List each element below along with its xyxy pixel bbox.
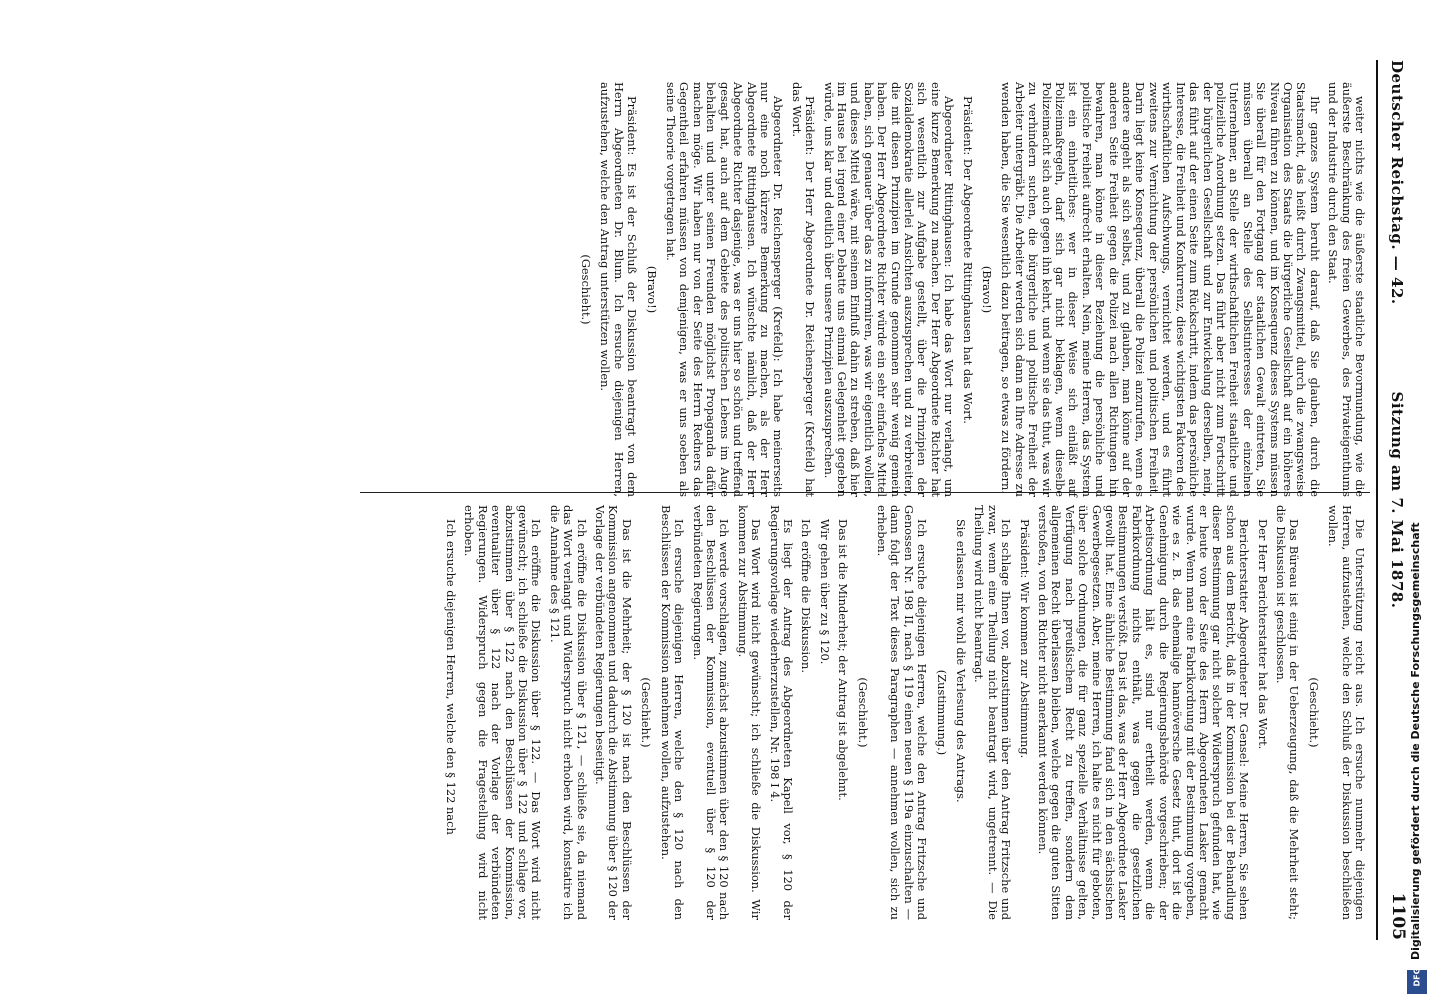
page-number: 1105 xyxy=(1388,892,1408,940)
dfg-logo-text: DFG xyxy=(1412,967,1422,987)
paragraph: (Zustimmung.) xyxy=(934,669,949,756)
left-column xyxy=(573,82,1366,497)
paragraph: Das ist die Minderheit; der Antrag ist abgelehnt. xyxy=(836,519,851,801)
paragraph: Das Wort wird nicht gewünscht; ich schließe die Diskussion. Wir kommen zur Abstimmung. xyxy=(735,505,764,920)
paragraph: (Geschieht.) xyxy=(855,677,870,748)
digitization-footer xyxy=(1402,0,1432,1000)
digitization-note: Digitalisierung gefördert durch die Deutsche Forschungsgemeinschaft xyxy=(1409,522,1422,960)
paragraph: (Bravo!) xyxy=(980,265,995,314)
paragraph: Ich ersuche diejenigen Herren, welche den § 122 nach xyxy=(444,519,459,835)
paragraph: (Geschieht.) xyxy=(1306,677,1321,748)
paragraph: Präsident: Es ist der Schluß der Diskussion beantragt von dem Herrn Abgeordneten Dr. Blum. Ich ersuche diejenigen Herren, aufzustehen, welche den Antrag unterstützen wollen. xyxy=(598,82,640,497)
paragraph: Der Herr Berichterstatter hat das Wort. xyxy=(1255,519,1270,750)
paragraph: weiter nichts wie die äußerste staatliche Bevormundung, wie die äußerste Beschränkung des freien Gewerbes, des Privateigenthums und der Industrie durch den Staat. xyxy=(1326,82,1367,497)
paragraph: (Geschieht.) xyxy=(639,677,654,748)
paragraph: Ich eröffne die Diskussion. xyxy=(799,519,814,673)
header-rule xyxy=(1376,60,1378,940)
paragraph: Ich eröffne die Diskussion über § 122. — Das Wort wird nicht gewünscht; ich schließe die Diskussion über § 122 und schlage vor, abzustimmen über § 122 nach den Beschlüssen der Kommission, eventualiter über § 122 nach der Vorlage der verbündeten Regierungen. Widerspruch gegen die Fragestellung wird nicht erhoben. xyxy=(462,505,544,920)
paragraph: Es liegt der Antrag des Abgeordneten Kapell vor, § 120 der Regierungsvorlage wiederherzustellen, Nr. 198 I 4. xyxy=(767,505,795,920)
paragraph: Präsident: Wir kommen zur Abstimmung. xyxy=(1017,519,1032,759)
paragraph: Abgeordneter Rittinghausen: Ich habe das Wort nur verlangt, um eine kurze Bemerkung zu machen. Der Herr Abgeordnete Richter hat sich wesentlich zur Aufgabe gestellt, über die Prinzipien der Sozialdemokratie allerlei Ansichten auszusprechen und zu verbreiten, die mit diesen Prinzipien im Grunde genommen sehr wenig gemein haben. Der Herr Abgeordnete Richter würde ein sehr einfaches Mittel haben, sich genauer über das zu informiren, was wir eigentlich wollen, und dieses Mittel wäre, mit seinem Einfluß dahin zu streben, daß hier im Hause bei irgend einer Debatte uns einmal Gelegenheit gegeben würde, uns klar und deutlich über unsere Prinzipien auszusprechen. xyxy=(821,82,957,497)
paragraph: Ich ersuche diejenigen Herren, welche den Antrag Fritzsche und Genossen Nr. 198 II, nach § 119 einen neuen § 119a einzuschalten — dann folgt der Text dieses Paragraphen — annehmen wollen, sich zu erheben. xyxy=(875,505,930,920)
paragraph: Wir gehen über zu § 120. xyxy=(817,519,832,665)
column-divider xyxy=(360,492,1370,493)
paragraph: Berichterstatter Abgeordneter Dr. Gensel: Meine Herren, Sie sehen schon aus dem Bericht, daß in der Kommission bei der Behandlung dieser Bestimmung gar nicht solcher Widerspruch gefunden hat, wie er heute von der Seite des Herrn Abgeordneten Lasker gemacht wurde. Wenn man eine Fabrikordnung mit der Bestimmung vorgeben, wie es z. B. das ehemalige hannöversche Gesetz thut, dort ist die Genehmigung durch die Regierungsbehörde vorgeschrieben; der Arbeitsordnung hält es, sind nur ertheilt werden, wenn die Fabrikordnung nichts enthält, was gegen die gesetzlichen Bestimmungen verstößt. Das ist das, was der Herr Abgeordnete Lasker gewollt hat. Eine ähnliche Bestimmung fand sich in den sächsischen Gewerbegesetzen. Aber, meine Herren, ich halte es nicht für geboten, über solche Ordnungen, die für ganz spezielle Verhältnisse gelten, Verfügung nach preußischem Recht zu treffen, sondern dem allgemeinen Recht überlassen bleiben, welche gegen die guten Sitten verstoßen, von den Richter nicht anerkannt werden können. xyxy=(1036,505,1252,920)
paragraph: Präsident: Der Herr Abgeordnete Dr. Reichensperger (Krefeld) hat das Wort. xyxy=(789,82,818,497)
paragraph: Abgeordneter Dr. Reichensperger (Krefeld): Ich habe meinerseits nur eine noch kürzere Bemerkung zu machen, als der Herr Abgeordnete Rittinghausen. Ich wünschte nämlich, daß der Herr Abgeordnete Richter dasjenige, was er uns hier so schön und treffend gesagt hat, auch auf dem Gebiete des politischen Lebens im Auge behalten und unter seinen Freunden möglichst Propaganda dafür machen möge. Wir haben nur von der Seite des Herrn Redners das Gegentheil erfahren müssen von demjenigen, was er uns soeben als seine Theorie vorgetragen hat. xyxy=(664,82,786,497)
paragraph: Ich schlage Ihnen vor, abzustimmen über den Antrag Fritzsche und zwar, wenn eine Theilung nicht beantragt wird, ungetrennt. — Die Theilung wird nicht beantragt. xyxy=(972,505,1014,920)
paragraph: Präsident: Der Abgeordnete Rittinghausen hat das Wort. xyxy=(960,96,975,424)
paragraph: Sie erlassen mir wohl die Verlesung des Antrags. xyxy=(954,519,969,803)
paragraph: (Bravo!) xyxy=(644,265,659,314)
header-session: Sitzung am 7. Mai 1878. xyxy=(1388,391,1406,609)
paragraph: Ich eröffne die Diskussion über § 121, — schließe sie, da niemand das Wort verlangt und Widerspruch nicht erhoben wird, konstatire ich die Annahme des § 121. xyxy=(547,505,589,920)
paragraph: Ich werde vorschlagen, zunächst abzustimmen über den § 120 nach den Beschlüssen der Kommission, eventuell über § 120 der verbündeten Regierungen. xyxy=(690,505,732,920)
paragraph: Ich ersuche diejenigen Herren, welche den § 120 nach den Beschlüssen der Kommission annehmen wollen, aufzustehen. xyxy=(658,505,687,920)
right-column xyxy=(439,505,1366,920)
paragraph: Ihr ganzes System beruht darauf, daß Sie glauben, durch die Staatsmacht, das heißt durch Zwangsmittel, durch die zwangsweise Organisation des Staats die bürgerliche Gesellschaft auf ein höheres Niveau führen zu können, und im Konsequenz dieses Systems müssen Sie überall für den Fortgang der staatlichen Gewalt eintreten, Sie müssen überall an Stelle des Selbstinteresses der einzelnen Unternehmer, an Stelle der wirthschaftlichen Freiheit staatliche und polizeiliche Anordnung setzen. Das führt aber nicht zum Fortschritt der bürgerlichen Gesellschaft und zur Entwickelung derselben, nein, das führt auf der einen Seite zum Rückschritt, indem das persönliche Interesse, die Freiheit und Konkurrenz, diese wichtigsten Faktoren des wirthschaftlichen Aufschwungs, vernichtet werden, und es führt zweitens zur Vernichtung der persönlichen und politischen Freiheit. Darin liegt keine Konsequenz, überall die Polizei anzurufen, wenn es andere angeht als sich selbst, und zu glauben, man könne auf der anderen Seite Freiheit gegen die Polizei nach allen Richtungen hin bewahren, man könne in dieser Beziehung die persönliche und politische Freiheit aufrecht erhalten. Nein, meine Herren, das System ist ein einheitliches: wer in dieser Weise sich einläßt auf Polizeimaßregeln, darf sich gar nicht beklagen, wenn dieselbe Polizeimacht sich auch gegen ihn kehrt, und wenn sie das thut, was wir zu verhindern suchen, die bürgerliche und politische Freiheit der Arbeiter untergräbt. Die Arbeiter werden sich dann an Ihre Adresse zu wenden haben, die Sie wesentlich dazu beitragen, so etwas zu fördern. xyxy=(999,82,1322,497)
paragraph: Die Unterstützung reicht aus. Ich ersuche nunmehr diejenigen Herren, aufzustehen, welche den Schluß der Diskussion beschließen wollen. xyxy=(1326,505,1367,920)
header-title: Deutscher Reichstag. — 42. xyxy=(1388,60,1406,305)
paragraph: Das ist die Mehrheit; der § 120 ist nach den Beschlüssen der Kommission angenommen und dadurch die Abstimmung über § 120 der Vorlage der verbündeten Regierungen beseitigt. xyxy=(593,505,634,920)
paragraph: Das Büreau ist einig in der Ueberzeugung, daß die Mehrheit steht; die Diskussion ist geschlossen. xyxy=(1273,505,1302,920)
dfg-logo xyxy=(1407,967,1427,994)
paragraph: (Geschieht.) xyxy=(579,254,594,325)
